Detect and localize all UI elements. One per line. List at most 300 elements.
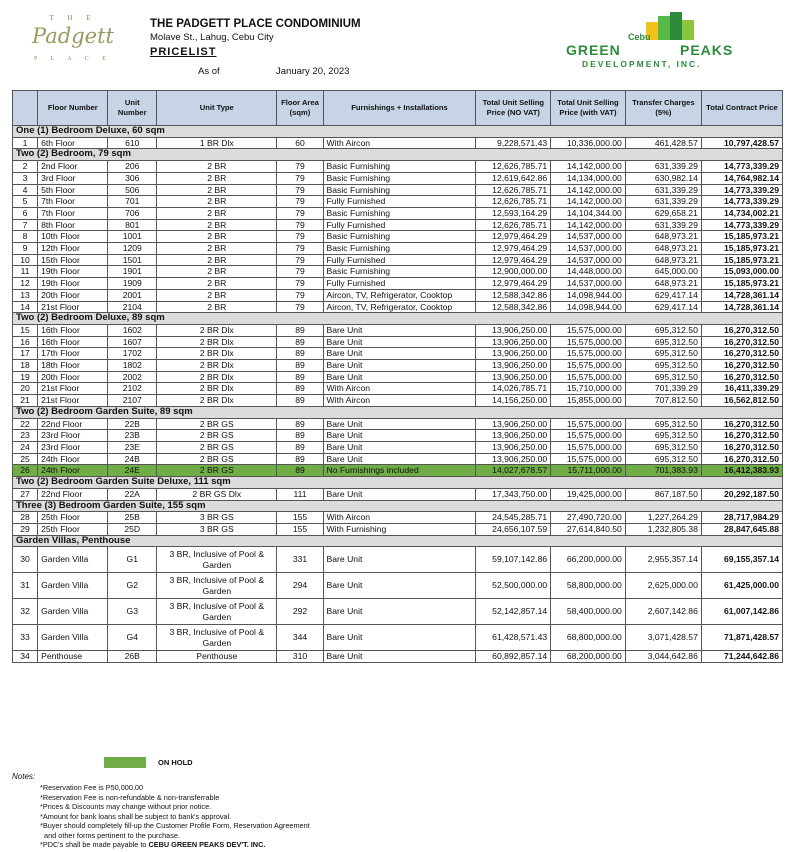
price-with-vat: 15,575,000.00 — [551, 430, 626, 442]
price-with-vat: 68,200,000.00 — [551, 651, 626, 663]
price-no-vat: 13,906,250.00 — [476, 430, 551, 442]
unit-type: 3 BR, Inclusive of Pool & Garden — [157, 573, 277, 599]
furnishings: With Aircon — [323, 395, 476, 407]
price-with-vat: 15,710,000.00 — [551, 383, 626, 395]
price-with-vat: 14,537,000.00 — [551, 254, 626, 266]
unit-number: G3 — [108, 599, 157, 625]
price-no-vat: 12,588,342.86 — [476, 289, 551, 301]
column-header: Unit Type — [157, 91, 277, 126]
unit-type: 2 BR GS Dlx — [157, 488, 277, 500]
transfer-charges: 695,312.50 — [625, 441, 701, 453]
on-hold-legend-swatch — [104, 757, 146, 768]
total-contract-price: 14,764,982.14 — [701, 172, 782, 184]
section-header-row — [13, 126, 783, 138]
table-row — [13, 254, 783, 266]
transfer-charges: 631,339.29 — [625, 161, 701, 173]
transfer-charges: 695,312.50 — [625, 348, 701, 360]
row-number: 12 — [13, 278, 38, 290]
floor-number: 21st Floor — [38, 301, 108, 313]
floor-number: 17th Floor — [38, 348, 108, 360]
price-no-vat: 13,906,250.00 — [476, 336, 551, 348]
price-with-vat: 14,537,000.00 — [551, 243, 626, 255]
section-title: Two (2) Bedroom Deluxe, 89 sqm — [13, 313, 783, 325]
floor-number: 23rd Floor — [38, 441, 108, 453]
table-row — [13, 430, 783, 442]
price-no-vat: 61,428,571.43 — [476, 625, 551, 651]
floor-area: 89 — [277, 430, 323, 442]
floor-number: 25th Floor — [38, 523, 108, 535]
price-with-vat: 14,104,344.00 — [551, 207, 626, 219]
total-contract-price: 14,728,361.14 — [701, 301, 782, 313]
furnishings: Basic Furnishing — [323, 243, 476, 255]
unit-number: 25D — [108, 523, 157, 535]
unit-type: 2 BR GS — [157, 430, 277, 442]
table-row — [13, 289, 783, 301]
unit-type: 2 BR GS — [157, 453, 277, 465]
price-with-vat: 14,098,944.00 — [551, 301, 626, 313]
unit-type: 2 BR — [157, 161, 277, 173]
payee-name: CEBU GREEN PEAKS DEV'T. INC. — [148, 840, 266, 849]
price-no-vat: 14,027,678.57 — [476, 465, 551, 477]
column-header: Total Unit Selling Price (NO VAT) — [476, 91, 551, 126]
price-no-vat: 12,626,785.71 — [476, 184, 551, 196]
total-contract-price: 16,562,812.50 — [701, 395, 782, 407]
unit-number: 26B — [108, 651, 157, 663]
total-contract-price: 69,155,357.14 — [701, 547, 782, 573]
floor-number: 10th Floor — [38, 231, 108, 243]
furnishings: Bare Unit — [323, 418, 476, 430]
transfer-charges: 701,339.29 — [625, 383, 701, 395]
section-header-row — [13, 535, 783, 547]
logo-green-text: GREEN — [566, 42, 621, 58]
transfer-charges: 1,232,805.38 — [625, 523, 701, 535]
transfer-charges: 3,044,642.86 — [625, 651, 701, 663]
furnishings: With Aircon — [323, 137, 476, 149]
transfer-charges: 1,227,264.29 — [625, 512, 701, 524]
price-no-vat: 52,142,857.14 — [476, 599, 551, 625]
section-title: Two (2) Bedroom Garden Suite, 89 sqm — [13, 406, 783, 418]
total-contract-price: 16,270,312.50 — [701, 371, 782, 383]
floor-area: 79 — [277, 289, 323, 301]
table-row — [13, 395, 783, 407]
price-with-vat: 15,575,000.00 — [551, 371, 626, 383]
price-with-vat: 14,142,000.00 — [551, 161, 626, 173]
price-with-vat: 27,490,720.00 — [551, 512, 626, 524]
unit-type: 2 BR — [157, 196, 277, 208]
floor-number: 21st Floor — [38, 383, 108, 395]
transfer-charges: 629,658.21 — [625, 207, 701, 219]
floor-area: 155 — [277, 512, 323, 524]
furnishings: Bare Unit — [323, 625, 476, 651]
furnishings: Basic Furnishing — [323, 172, 476, 184]
price-with-vat: 15,575,000.00 — [551, 348, 626, 360]
table-row — [13, 348, 783, 360]
price-no-vat: 60,892,857.14 — [476, 651, 551, 663]
floor-area: 79 — [277, 301, 323, 313]
note-item: *Reservation Fee is P50,000.00 — [40, 783, 144, 792]
unit-type: 2 BR GS — [157, 441, 277, 453]
as-of-date: January 20, 2023 — [276, 66, 350, 77]
unit-number: 1209 — [108, 243, 157, 255]
total-contract-price: 16,270,312.50 — [701, 348, 782, 360]
unit-number: 1901 — [108, 266, 157, 278]
floor-area: 89 — [277, 348, 323, 360]
transfer-charges: 2,955,357.14 — [625, 547, 701, 573]
furnishings: Fully Furnished — [323, 254, 476, 266]
price-with-vat: 14,537,000.00 — [551, 231, 626, 243]
furnishings: Basic Furnishing — [323, 161, 476, 173]
price-no-vat: 52,500,000.00 — [476, 573, 551, 599]
furnishings: Bare Unit — [323, 573, 476, 599]
price-no-vat: 12,626,785.71 — [476, 219, 551, 231]
price-with-vat: 58,400,000.00 — [551, 599, 626, 625]
transfer-charges: 648,973.21 — [625, 243, 701, 255]
as-of-label: As of — [198, 66, 220, 77]
row-number: 32 — [13, 599, 38, 625]
floor-area: 89 — [277, 383, 323, 395]
unit-number: 1607 — [108, 336, 157, 348]
floor-number: 16th Floor — [38, 336, 108, 348]
column-header: Total Contract Price — [701, 91, 782, 126]
price-no-vat: 12,588,342.86 — [476, 301, 551, 313]
furnishings: Bare Unit — [323, 651, 476, 663]
table-row — [13, 266, 783, 278]
row-number: 28 — [13, 512, 38, 524]
table-row — [13, 301, 783, 313]
notes-list — [40, 783, 310, 850]
furnishings: Basic Furnishing — [323, 266, 476, 278]
transfer-charges: 695,312.50 — [625, 453, 701, 465]
floor-area: 79 — [277, 266, 323, 278]
row-number: 16 — [13, 336, 38, 348]
unit-number: 23B — [108, 430, 157, 442]
section-title: Garden Villas, Penthouse — [13, 535, 783, 547]
unit-type: 2 BR — [157, 231, 277, 243]
unit-number: G4 — [108, 625, 157, 651]
building-cubes-icon — [644, 12, 698, 44]
row-number: 25 — [13, 453, 38, 465]
row-number: 19 — [13, 371, 38, 383]
document-header — [0, 0, 794, 88]
unit-type: Penthouse — [157, 651, 277, 663]
unit-type: 2 BR — [157, 207, 277, 219]
table-row — [13, 488, 783, 500]
unit-type: 2 BR — [157, 219, 277, 231]
unit-number: 206 — [108, 161, 157, 173]
price-with-vat: 10,336,000.00 — [551, 137, 626, 149]
floor-area: 89 — [277, 418, 323, 430]
furnishings: Basic Furnishing — [323, 231, 476, 243]
total-contract-price: 16,270,312.50 — [701, 430, 782, 442]
table-row — [13, 625, 783, 651]
unit-number: 1602 — [108, 324, 157, 336]
row-number: 26 — [13, 465, 38, 477]
transfer-charges: 629,417.14 — [625, 289, 701, 301]
total-contract-price: 71,244,642.86 — [701, 651, 782, 663]
unit-type: 2 BR — [157, 278, 277, 290]
row-number: 22 — [13, 418, 38, 430]
transfer-charges: 630,982.14 — [625, 172, 701, 184]
furnishings: Fully Furnished — [323, 196, 476, 208]
unit-number: 24B — [108, 453, 157, 465]
pricelist-table — [12, 90, 783, 663]
unit-number: 2107 — [108, 395, 157, 407]
floor-area: 79 — [277, 172, 323, 184]
unit-type: 2 BR — [157, 184, 277, 196]
price-no-vat: 12,593,164.29 — [476, 207, 551, 219]
unit-type: 3 BR GS — [157, 523, 277, 535]
total-contract-price: 15,185,973.21 — [701, 254, 782, 266]
note-item: *Amount for bank loans shall be subject to bank's approval. — [40, 811, 232, 821]
floor-number: 23rd Floor — [38, 430, 108, 442]
table-row-on-hold — [13, 465, 783, 477]
floor-number: 20th Floor — [38, 289, 108, 301]
total-contract-price: 61,007,142.86 — [701, 599, 782, 625]
price-no-vat: 14,026,785.71 — [476, 383, 551, 395]
furnishings: Bare Unit — [323, 547, 476, 573]
unit-type: 2 BR GS — [157, 465, 277, 477]
price-with-vat: 19,425,000.00 — [551, 488, 626, 500]
price-no-vat: 12,979,464.29 — [476, 231, 551, 243]
unit-type: 1 BR Dlx — [157, 137, 277, 149]
unit-number: 2104 — [108, 301, 157, 313]
unit-number: 306 — [108, 172, 157, 184]
table-row — [13, 137, 783, 149]
unit-number: 506 — [108, 184, 157, 196]
column-header: Floor Number — [38, 91, 108, 126]
total-contract-price: 14,734,002.21 — [701, 207, 782, 219]
furnishings: Bare Unit — [323, 441, 476, 453]
total-contract-price: 14,773,339.29 — [701, 219, 782, 231]
total-contract-price: 16,270,312.50 — [701, 336, 782, 348]
furnishings: Bare Unit — [323, 371, 476, 383]
price-with-vat: 15,575,000.00 — [551, 336, 626, 348]
note-item: *Prices & Discounts may change without prior notice. — [40, 802, 212, 811]
floor-area: 89 — [277, 360, 323, 372]
transfer-charges: 2,607,142.86 — [625, 599, 701, 625]
unit-number: 24E — [108, 465, 157, 477]
furnishings: Basic Furnishing — [323, 184, 476, 196]
total-contract-price: 16,270,312.50 — [701, 441, 782, 453]
logo-script-text: Padgett — [32, 24, 114, 48]
table-row — [13, 523, 783, 535]
table-row — [13, 324, 783, 336]
floor-area: 310 — [277, 651, 323, 663]
row-number: 14 — [13, 301, 38, 313]
furnishings: Bare Unit — [323, 360, 476, 372]
company-address: Molave St., Lahug, Cebu City — [150, 32, 274, 43]
floor-area: 79 — [277, 161, 323, 173]
note-text: *PDC's shall be made payable to — [40, 840, 149, 849]
note-item: and other forms pertinent to the purchase. — [40, 830, 180, 840]
table-row — [13, 184, 783, 196]
floor-number: 7th Floor — [38, 207, 108, 219]
transfer-charges: 707,812.50 — [625, 395, 701, 407]
logo-dev-text: DEVELOPMENT, INC. — [582, 59, 702, 69]
transfer-charges: 631,339.29 — [625, 219, 701, 231]
unit-number: 1702 — [108, 348, 157, 360]
total-contract-price: 16,270,312.50 — [701, 418, 782, 430]
table-row — [13, 172, 783, 184]
unit-type: 2 BR GS — [157, 418, 277, 430]
furnishings: Bare Unit — [323, 324, 476, 336]
price-with-vat: 27,614,840.50 — [551, 523, 626, 535]
floor-number: 3rd Floor — [38, 172, 108, 184]
transfer-charges: 461,428.57 — [625, 137, 701, 149]
unit-number: 23E — [108, 441, 157, 453]
floor-area: 89 — [277, 465, 323, 477]
row-number: 23 — [13, 430, 38, 442]
unit-type: 2 BR — [157, 289, 277, 301]
row-number: 17 — [13, 348, 38, 360]
table-row — [13, 383, 783, 395]
row-number: 6 — [13, 207, 38, 219]
row-number: 1 — [13, 137, 38, 149]
unit-type: 3 BR, Inclusive of Pool & Garden — [157, 547, 277, 573]
unit-type: 2 BR Dlx — [157, 348, 277, 360]
row-number: 3 — [13, 172, 38, 184]
floor-number: 16th Floor — [38, 324, 108, 336]
transfer-charges: 867,187.50 — [625, 488, 701, 500]
row-number: 2 — [13, 161, 38, 173]
floor-area: 331 — [277, 547, 323, 573]
floor-number: Garden Villa — [38, 599, 108, 625]
total-contract-price: 14,773,339.29 — [701, 161, 782, 173]
total-contract-price: 71,871,428.57 — [701, 625, 782, 651]
price-no-vat: 12,900,000.00 — [476, 266, 551, 278]
transfer-charges: 648,973.21 — [625, 278, 701, 290]
title-block — [150, 18, 361, 58]
furnishings: With Furnishing — [323, 523, 476, 535]
transfer-charges: 631,339.29 — [625, 196, 701, 208]
floor-area: 111 — [277, 488, 323, 500]
furnishings: Bare Unit — [323, 348, 476, 360]
total-contract-price: 16,270,312.50 — [701, 453, 782, 465]
logo-bottom-text: P L A C E — [34, 56, 112, 62]
furnishings: Fully Furnished — [323, 219, 476, 231]
transfer-charges: 695,312.50 — [625, 360, 701, 372]
price-no-vat: 13,906,250.00 — [476, 324, 551, 336]
note-item: *Buyer should completely fill-up the Customer Profile Form, Reservation Agreement — [40, 821, 310, 830]
transfer-charges: 648,973.21 — [625, 231, 701, 243]
price-with-vat: 14,134,000.00 — [551, 172, 626, 184]
logo-top-text: T H E — [49, 14, 97, 22]
row-number: 10 — [13, 254, 38, 266]
furnishings: Aircon, TV, Refrigerator, Cooktop — [323, 289, 476, 301]
row-number: 18 — [13, 360, 38, 372]
floor-area: 79 — [277, 207, 323, 219]
transfer-charges: 695,312.50 — [625, 418, 701, 430]
green-peaks-logo — [566, 12, 772, 72]
floor-number: 24th Floor — [38, 465, 108, 477]
table-row — [13, 161, 783, 173]
price-no-vat: 13,906,250.00 — [476, 441, 551, 453]
unit-number: 1501 — [108, 254, 157, 266]
unit-number: 22A — [108, 488, 157, 500]
row-number: 8 — [13, 231, 38, 243]
floor-area: 79 — [277, 231, 323, 243]
price-with-vat: 66,200,000.00 — [551, 547, 626, 573]
floor-number: Garden Villa — [38, 547, 108, 573]
price-with-vat: 58,800,000.00 — [551, 573, 626, 599]
total-contract-price: 28,717,984.29 — [701, 512, 782, 524]
on-hold-legend-label: ON HOLD — [158, 758, 193, 767]
unit-number: 1001 — [108, 231, 157, 243]
price-no-vat: 24,656,107.59 — [476, 523, 551, 535]
row-number: 33 — [13, 625, 38, 651]
price-no-vat: 13,906,250.00 — [476, 348, 551, 360]
floor-number: 8th Floor — [38, 219, 108, 231]
table-row — [13, 278, 783, 290]
furnishings: No Furnishings included — [323, 465, 476, 477]
floor-area: 344 — [277, 625, 323, 651]
section-header-row — [13, 313, 783, 325]
table-row — [13, 512, 783, 524]
price-no-vat: 12,619,642.86 — [476, 172, 551, 184]
floor-number: 12th Floor — [38, 243, 108, 255]
total-contract-price: 15,185,973.21 — [701, 231, 782, 243]
table-row — [13, 336, 783, 348]
total-contract-price: 16,411,339.29 — [701, 383, 782, 395]
table-row — [13, 441, 783, 453]
table-row — [13, 371, 783, 383]
total-contract-price: 14,728,361.14 — [701, 289, 782, 301]
price-with-vat: 14,537,000.00 — [551, 278, 626, 290]
price-with-vat: 15,575,000.00 — [551, 360, 626, 372]
notes-title: Notes: — [12, 772, 36, 781]
row-number: 5 — [13, 196, 38, 208]
row-number: 13 — [13, 289, 38, 301]
unit-number: 25B — [108, 512, 157, 524]
transfer-charges: 629,417.14 — [625, 301, 701, 313]
transfer-charges: 631,339.29 — [625, 184, 701, 196]
transfer-charges: 695,312.50 — [625, 336, 701, 348]
floor-number: 18th Floor — [38, 360, 108, 372]
floor-area: 155 — [277, 523, 323, 535]
price-no-vat: 59,107,142.86 — [476, 547, 551, 573]
column-header: Total Unit Selling Price (with VAT) — [551, 91, 626, 126]
row-number: 30 — [13, 547, 38, 573]
floor-number: 5th Floor — [38, 184, 108, 196]
unit-number: G1 — [108, 547, 157, 573]
price-with-vat: 15,575,000.00 — [551, 418, 626, 430]
unit-number: 2001 — [108, 289, 157, 301]
floor-area: 79 — [277, 254, 323, 266]
total-contract-price: 16,270,312.50 — [701, 324, 782, 336]
table-row — [13, 547, 783, 573]
floor-area: 89 — [277, 336, 323, 348]
price-no-vat: 17,343,750.00 — [476, 488, 551, 500]
table-row — [13, 573, 783, 599]
row-number: 29 — [13, 523, 38, 535]
furnishings: Bare Unit — [323, 336, 476, 348]
section-title: Two (2) Bedroom Garden Suite Deluxe, 111 sqm — [13, 477, 783, 489]
transfer-charges: 2,625,000.00 — [625, 573, 701, 599]
unit-number: 2002 — [108, 371, 157, 383]
unit-type: 2 BR Dlx — [157, 336, 277, 348]
price-with-vat: 14,142,000.00 — [551, 219, 626, 231]
floor-area: 79 — [277, 243, 323, 255]
furnishings: With Aircon — [323, 383, 476, 395]
transfer-charges: 695,312.50 — [625, 324, 701, 336]
table-row — [13, 219, 783, 231]
column-header — [13, 91, 38, 126]
floor-area: 79 — [277, 278, 323, 290]
transfer-charges: 648,973.21 — [625, 254, 701, 266]
price-with-vat: 15,855,000.00 — [551, 395, 626, 407]
row-number: 34 — [13, 651, 38, 663]
unit-number: G2 — [108, 573, 157, 599]
